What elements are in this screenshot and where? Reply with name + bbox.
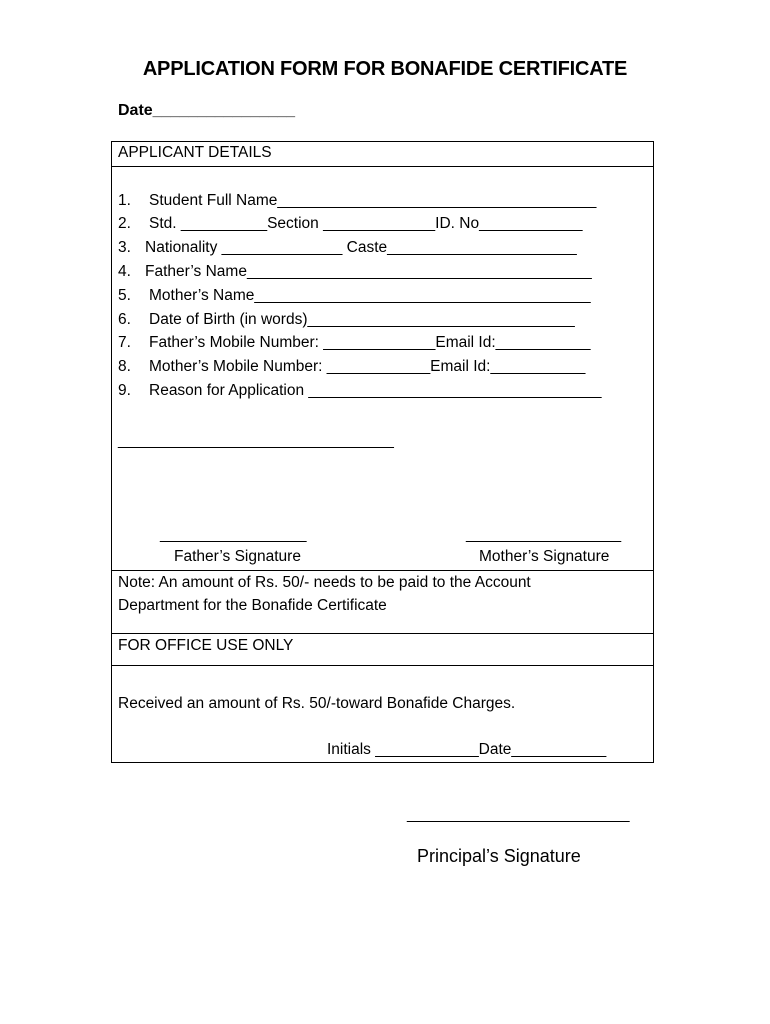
applicant-field-row[interactable]: [118, 311, 575, 329]
applicant-field-row[interactable]: [118, 382, 602, 400]
field-text[interactable]: Father’s Mobile Number: _____________Email Id:___________: [149, 334, 591, 351]
field-text[interactable]: Reason for Application __________________________________: [149, 382, 602, 399]
header-divider: [112, 166, 653, 167]
office-use-header: FOR OFFICE USE ONLY: [118, 637, 294, 654]
field-text[interactable]: Mother’s Name_______________________________________: [149, 287, 591, 304]
initials-date-field[interactable]: Initials ____________Date___________: [327, 741, 607, 758]
field-number: 4.: [118, 263, 131, 280]
field-text[interactable]: Date of Birth (in words)_______________________________: [149, 311, 575, 328]
field-text[interactable]: Std. __________Section _____________ID. No____________: [149, 215, 583, 232]
field-text[interactable]: Nationality ______________ Caste______________________: [145, 239, 577, 256]
field-number: 8.: [118, 358, 131, 375]
applicant-field-row[interactable]: [118, 358, 585, 376]
note-line-1: Note: An amount of Rs. 50/- needs to be paid to the Account: [118, 574, 531, 591]
field-number: 9.: [118, 382, 131, 399]
applicant-field-row[interactable]: [118, 192, 596, 210]
received-amount-text: Received an amount of Rs. 50/-toward Bonafide Charges.: [118, 695, 516, 712]
note-line-2: Department for the Bonafide Certificate: [118, 597, 387, 614]
field-number: 2.: [118, 215, 131, 232]
field-text[interactable]: Father’s Name________________________________________: [145, 263, 592, 280]
mother-signature-line[interactable]: __________________: [466, 526, 622, 543]
applicant-field-row[interactable]: [118, 239, 577, 257]
reason-continuation-line[interactable]: ________________________________: [118, 432, 394, 449]
office-divider: [112, 665, 653, 666]
field-number: 3.: [118, 239, 131, 256]
form-box: [111, 141, 654, 763]
field-number: 6.: [118, 311, 131, 328]
field-text[interactable]: Student Full Name_____________________________________: [149, 192, 597, 209]
form-title: APPLICATION FORM FOR BONAFIDE CERTIFICATE: [142, 58, 628, 80]
field-text[interactable]: Mother’s Mobile Number: ____________Email Id:___________: [149, 358, 586, 375]
date-field[interactable]: Date________________: [118, 102, 296, 119]
applicant-field-row[interactable]: [118, 263, 592, 281]
father-signature-label: Father’s Signature: [174, 548, 301, 565]
applicant-details-header: APPLICANT DETAILS: [118, 144, 272, 161]
mother-signature-label: Mother’s Signature: [479, 548, 610, 565]
field-number: 5.: [118, 287, 131, 304]
field-number: 1.: [118, 192, 131, 209]
applicant-field-row[interactable]: [118, 287, 591, 305]
father-signature-line[interactable]: _________________: [160, 526, 307, 543]
note-divider-bottom: [112, 633, 653, 634]
applicant-field-row[interactable]: [118, 215, 583, 233]
principal-signature-label: Principal’s Signature: [417, 846, 581, 866]
principal-signature-line[interactable]: _________________________: [407, 806, 630, 823]
note-divider-top: [112, 570, 653, 571]
applicant-field-row[interactable]: [118, 334, 591, 352]
field-number: 7.: [118, 334, 131, 351]
